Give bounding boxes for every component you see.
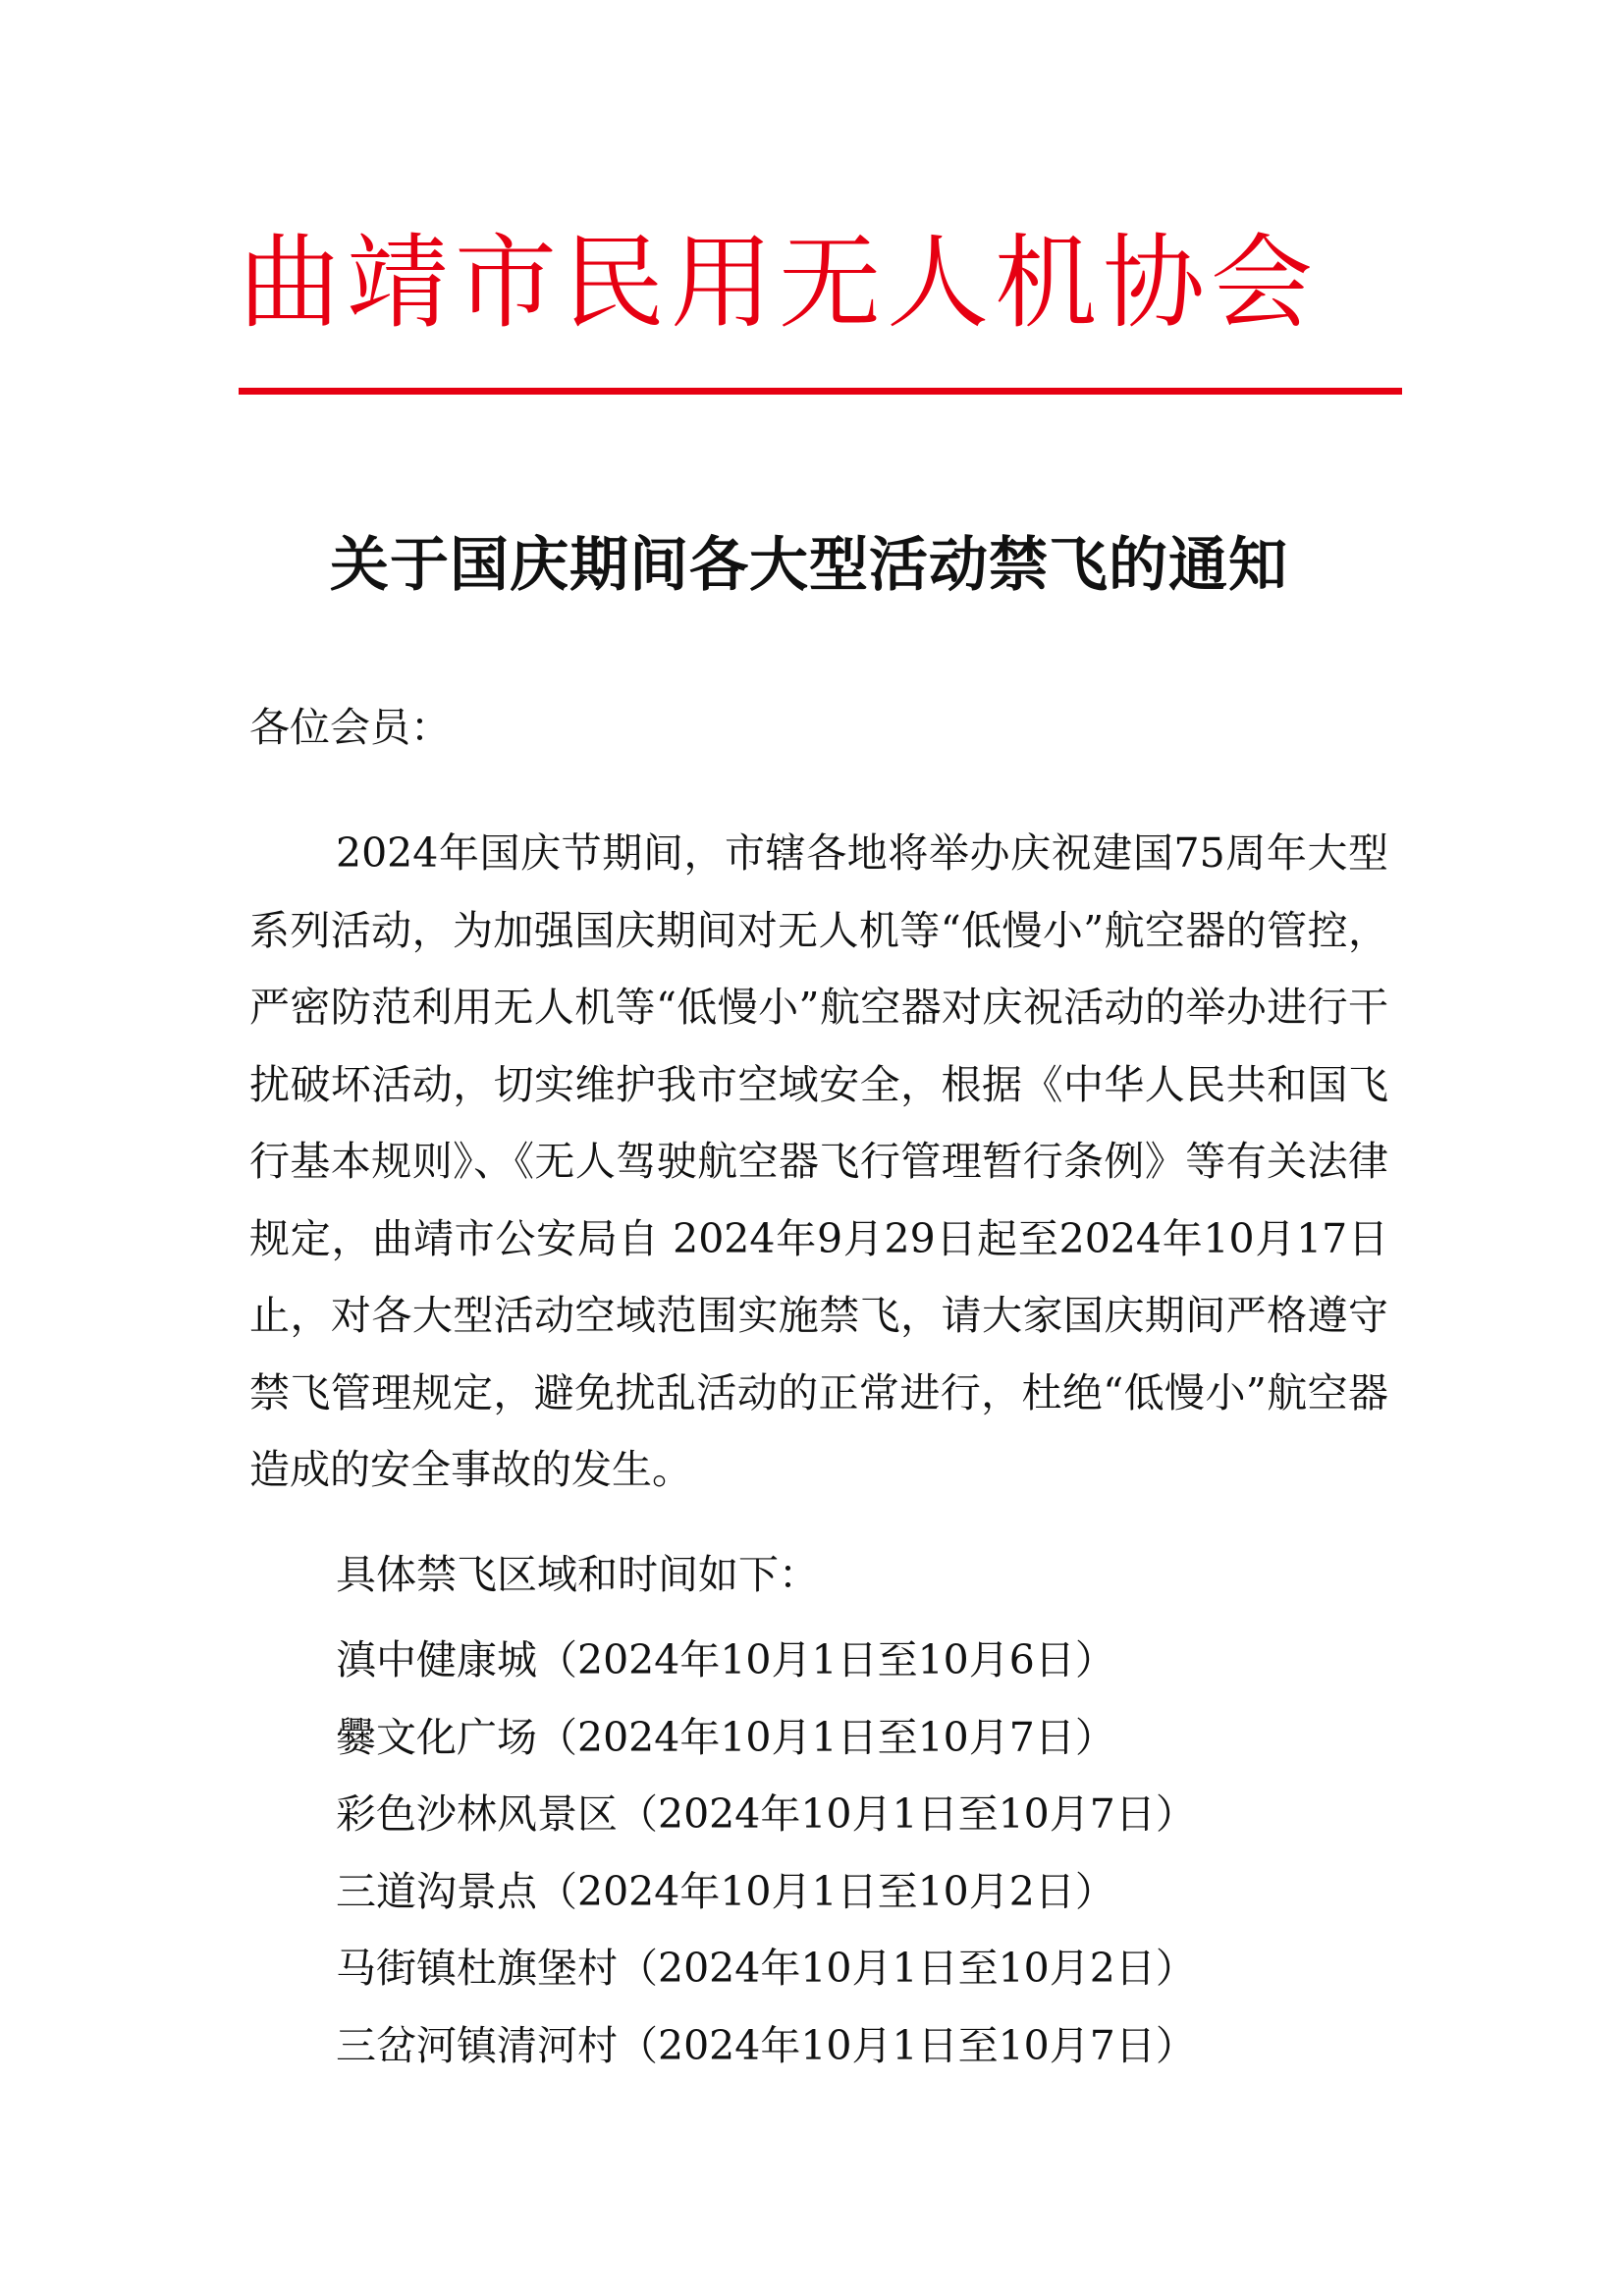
no-fly-zone-list (336, 1622, 1196, 2084)
list-intro: 具体禁飞区域和时间如下： (336, 1551, 819, 1598)
header-divider (239, 388, 1402, 395)
salutation: 各位会员： (249, 704, 451, 751)
no-fly-zone-item: 爨文化广场（2024年10月1日至10月7日） (336, 1713, 1115, 1761)
document-title: 关于国庆期间各大型活动禁飞的通知 (330, 531, 1288, 600)
no-fly-zone-item: 三道沟景点（2024年10月1日至10月2日） (336, 1867, 1115, 1915)
no-fly-zone-item: 马街镇杜旗堡村（2024年10月1日至10月2日） (336, 1945, 1196, 1992)
body-paragraph: 2024年国庆节期间，市辖各地将举办庆祝建国75周年大型系列活动，为加强国庆期间对无人机等“低慢小”航空器的管控，严密防范利用无人机等“低慢小”航空器对庆祝活动的举办进行干扰破坏活动，切实维护我市空域安全，根据《中华人民共和国飞行基本规则》、《无人驾驶航空器飞行管理暂行条例》等有关法律规定，曲靖市公安局自 2024年9月29日起至2024年10月17日止，对各大型活动空域范围实施禁飞，请大家国庆期间严格遵守禁飞管理规定，避免扰乱活动的正常进行，杜绝“低慢小”航空器造成的安全事故的发生。 (249, 829, 1388, 1493)
no-fly-zone-item: 三岔河镇清河村（2024年10月1日至10月7日） (336, 2021, 1196, 2069)
no-fly-zone-item: 滇中健康城（2024年10月1日至10月6日） (336, 1636, 1115, 1683)
organization-header: 曲靖市民用无人机协会 (239, 223, 1320, 343)
no-fly-zone-item: 彩色沙林风景区（2024年10月1日至10月7日） (336, 1790, 1196, 1838)
